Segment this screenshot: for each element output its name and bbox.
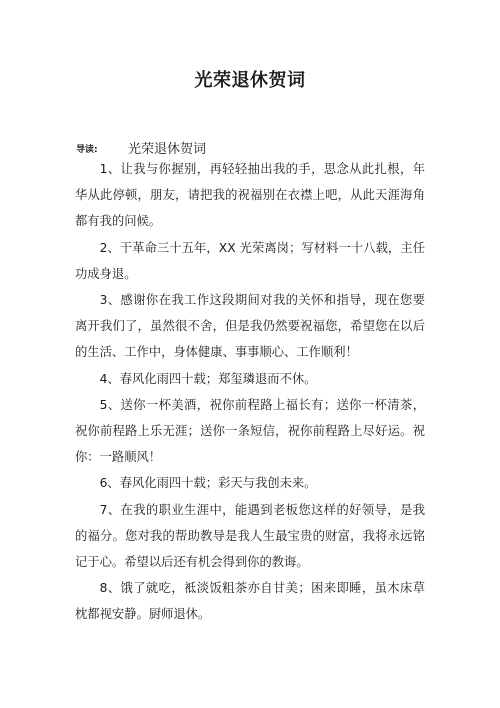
paragraph-7: 7、在我的职业生涯中，能遇到老板您这样的好领导，是我的福分。您对我的帮助教导是我人生最宝贵的财富，我将永远铭记于心。希望以后还有机会得到你的教诲。 xyxy=(75,502,425,570)
guide-label: 导读: xyxy=(76,145,98,155)
guide-row xyxy=(76,138,436,156)
paragraph-1: 1、让我与你握别，再轻轻抽出我的手，思念从此扎根，年华从此停顿，朋友，请把我的祝福别在衣襟上吧，从此天涯海角都有我的问候。 xyxy=(75,162,425,229)
paragraph-5: 5、送你一杯美酒，祝你前程路上福长有；送你一杯清茶，祝你前程路上乐无涯；送你一条短信，祝你前程路上尽好运。祝你：一路顺风！ xyxy=(75,397,425,465)
paragraph-3: 3、感谢你在我工作这段期间对我的关怀和指导，现在您要离开我们了，虽然很不舍，但是我仍然要祝福您，希望您在以后的生活、工作中，身体健康、事事顺心、工作顺利！ xyxy=(75,293,425,360)
document-title: 光荣退休贺词 xyxy=(194,70,306,91)
document-body xyxy=(75,156,425,628)
paragraph-6: 6、春风化雨四十载；彩天与我创未来。 xyxy=(99,476,317,491)
guide-text: 光荣退休贺词 xyxy=(128,142,207,157)
paragraph-4: 4、春风化雨四十载；郑玺璘退而不休。 xyxy=(99,371,317,386)
paragraph-8: 8、饿了就吃，袛淡饭粗茶亦自甘美；困来即睡，虽木床草枕都视安静。厨师退休。 xyxy=(75,581,425,622)
paragraph-2: 2、干革命三十五年，XX 光荣离岗；写材料一十八载，主任功成身退。 xyxy=(75,240,425,281)
